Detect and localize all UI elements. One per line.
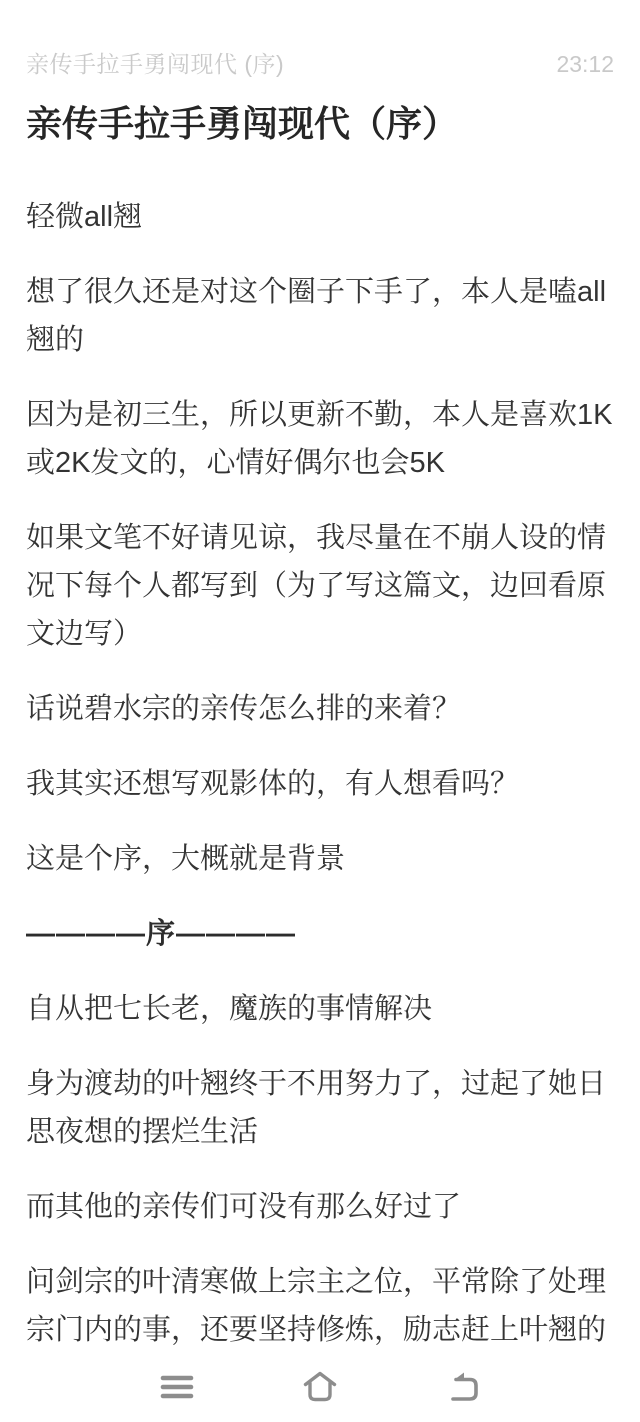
paragraph: 自从把七长老，魔族的事情解决: [26, 993, 433, 1025]
chapter-header-title: 亲传手拉手勇闯现代 (序): [26, 51, 285, 77]
recents-icon: [160, 1375, 194, 1399]
section-divider: ————序————: [26, 918, 297, 950]
home-button[interactable]: [302, 1369, 338, 1405]
chapter-header: [26, 0, 614, 78]
clock: 23:12: [556, 51, 614, 77]
home-icon: [302, 1370, 338, 1404]
paragraph: 这是个序，大概就是背景: [26, 843, 346, 875]
recents-button[interactable]: [159, 1369, 195, 1405]
paragraph: 身为渡劫的叶翘终于不用努力了，过起了她日思夜想的摆烂生活: [26, 1068, 607, 1148]
paragraph: 想了很久还是对这个圈子下手了，本人是嗑all翘的: [26, 276, 607, 356]
android-nav-bar: [0, 1352, 640, 1422]
paragraph: 我其实还想写观影体的，有人想看吗？: [26, 768, 520, 800]
post-title: 亲传手拉手勇闯现代（序）: [26, 103, 459, 144]
paragraph: 而其他的亲传们可没有那么好过了: [26, 1191, 462, 1223]
paragraph: 轻微all翘: [26, 201, 143, 233]
paragraph: 问剑宗的叶清寒做上宗主之位，平常除了处理宗门内的事，还要坚持修炼，励志赶上叶翘的: [26, 1266, 607, 1346]
article-body: [26, 193, 614, 1354]
paragraph: 话说碧水宗的亲传怎么排的来着？: [26, 693, 462, 725]
back-icon: [446, 1371, 480, 1403]
paragraph: 因为是初三生，所以更新不勤，本人是喜欢1K或2K发文的，心情好偶尔也会5K: [26, 399, 613, 479]
back-button[interactable]: [445, 1369, 481, 1405]
paragraph: 如果文笔不好请见谅，我尽量在不崩人设的情况下每个人都写到（为了写这篇文，边回看原文边写）: [26, 522, 607, 650]
